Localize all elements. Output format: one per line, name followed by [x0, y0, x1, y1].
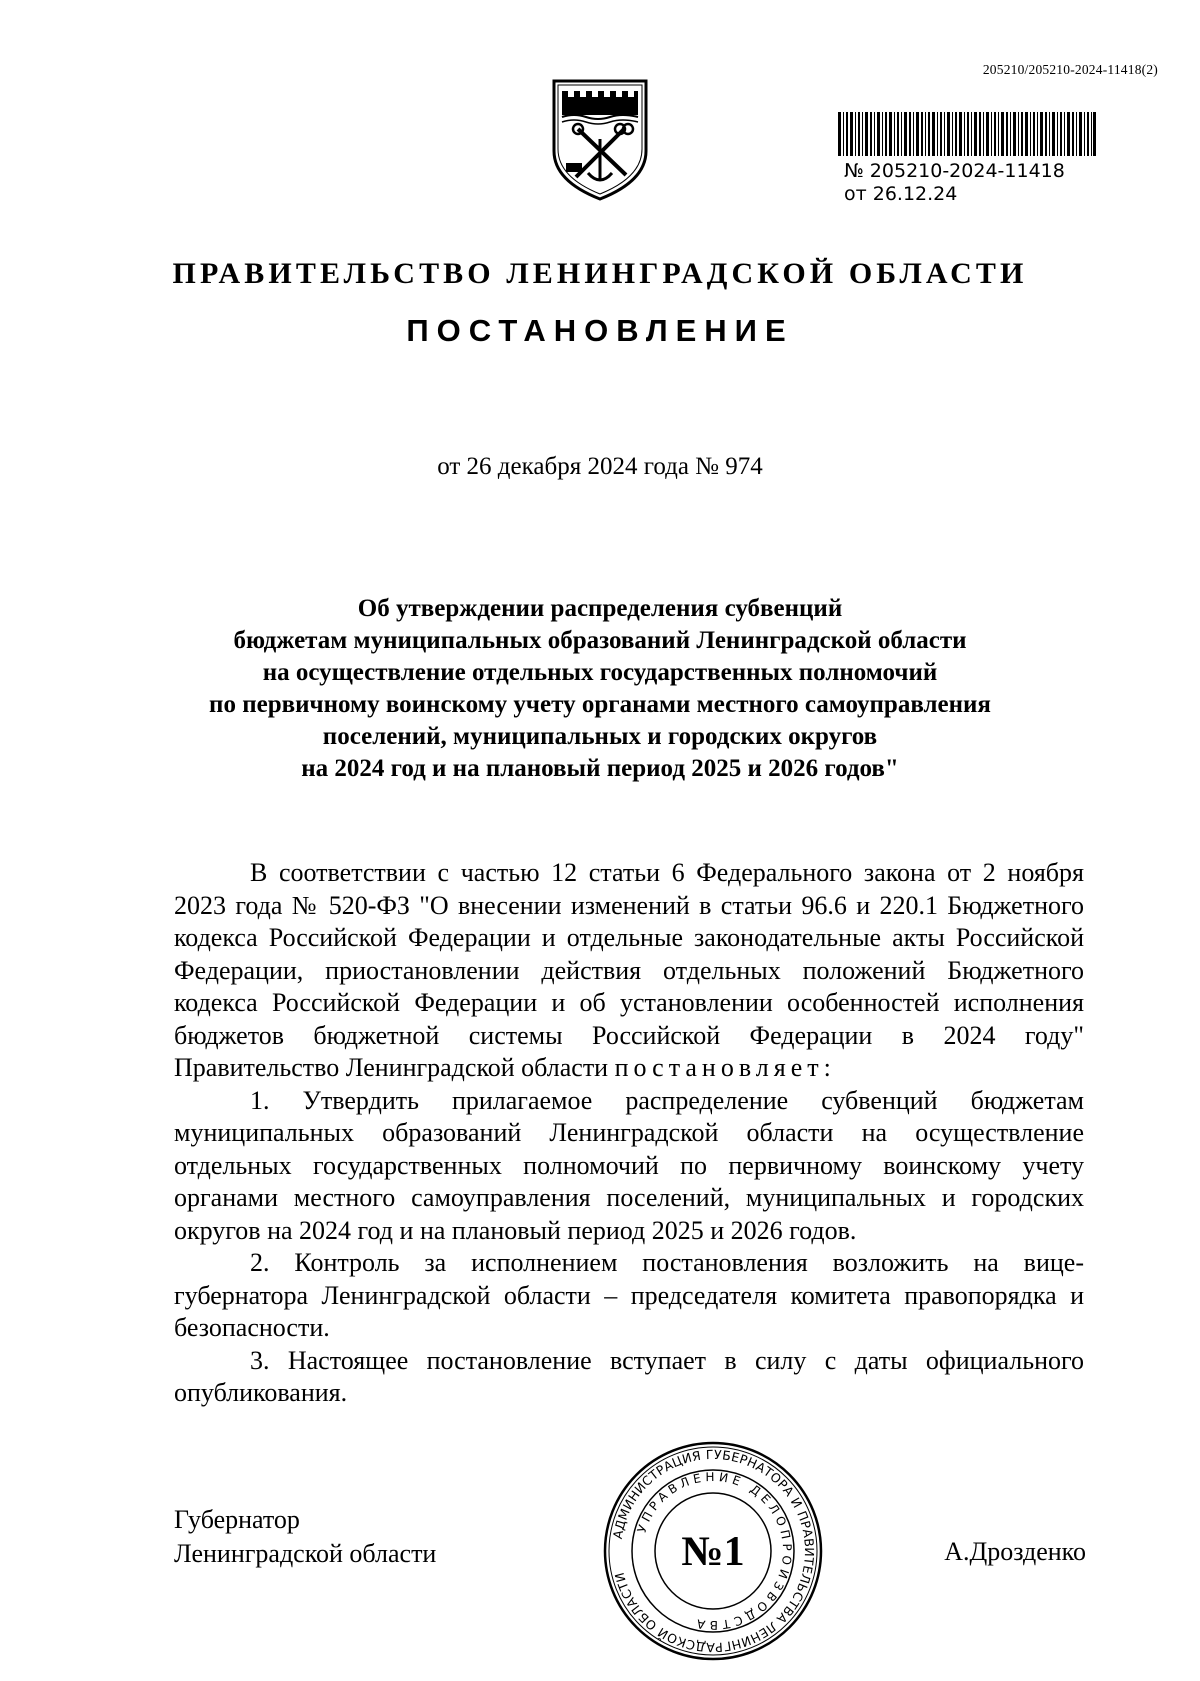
government-title: ПРАВИТЕЛЬСТВО ЛЕНИНГРАДСКОЙ ОБЛАСТИ — [172, 257, 1028, 290]
barcode-icon — [838, 112, 1096, 156]
document-type: ПОСТАНОВЛЕНИЕ — [406, 313, 794, 348]
subject-line: Об утверждении распределения субвенций — [357, 595, 843, 622]
signatory-role — [174, 1503, 436, 1571]
official-seal — [602, 1440, 824, 1662]
seal-inner-text: УПРАВЛЕНИЕ ДЕЛОПРОИЗВОДСТВА — [634, 1469, 795, 1633]
seal-number: №1 — [681, 1529, 745, 1575]
decree-word: постановляет — [614, 1053, 824, 1082]
preamble-text: В соответствии с частью 12 статьи 6 Федерального закона от 2 ноября 2023 года № 520-ФЗ "О внесении изменений в статьи 96.6 и 220.1 Бюджетного кодекса Российской Федерации и отдельные законодательные акты Российской Федерации, приостановлении действия отдельных положений Бюджетного кодекса Российской Федерации и об установлении особенностей исполнения бюджетов бюджетной системы Российской Федерации в 2024 году" Правительство Ленинградской области — [174, 858, 1084, 1082]
registration-date: от 26.12.24 — [844, 183, 958, 205]
registration-block — [844, 160, 1065, 206]
item-paragraph: 1. Утвердить прилагаемое распределение субвенций бюджетам муниципальных образований Ленинградской области на осуществление отдельных государственных полномочий по первичному воинскому учету органами местного самоуправления поселений, муниципальных и городских округов на 2024 год и на плановый период 2025 и 2026 годов. — [174, 1085, 1084, 1245]
signatory-name: А.Дрозденко — [944, 1537, 1086, 1566]
decree-colon: : — [823, 1053, 831, 1082]
document-date-number: от 26 декабря 2024 года № 974 — [437, 453, 763, 480]
document-id: 205210/205210-2024-11418(2) — [982, 62, 1158, 77]
item-paragraph: 3. Настоящее постановление вступает в силу с даты официального опубликования. — [174, 1345, 1084, 1407]
coat-of-arms-icon — [548, 77, 652, 203]
subject-line: по первичному воинскому учету органами местного самоуправления — [209, 691, 991, 718]
seal-outer-text: АДМИНИСТРАЦИЯ ГУБЕРНАТОРА И ПРАВИТЕЛЬСТВА ЛЕНИНГРАДСКОЙ ОБЛАСТИ — [609, 1446, 818, 1656]
document-body — [174, 857, 1084, 1410]
subject-line: на осуществление отдельных государственных полномочий — [262, 659, 938, 686]
item-paragraph: 2. Контроль за исполнением постановления возложить на вице-губернатора Ленинградской области – председателя комитета правопорядка и безопасности. — [174, 1248, 1084, 1342]
subject-line: поселений, муниципальных и городских округов — [322, 723, 878, 750]
subject-line: бюджетам муниципальных образований Ленинградской области — [233, 627, 967, 654]
document-subject — [150, 593, 1050, 785]
registration-number: № 205210-2024-11418 — [844, 160, 1065, 182]
signatory-role-line: Губернатор — [174, 1505, 300, 1534]
signatory-role-line: Ленинградской области — [174, 1539, 437, 1568]
preamble-paragraph — [174, 857, 1084, 1085]
subject-line: на 2024 год и на плановый период 2025 и 2026 годов" — [301, 755, 899, 782]
